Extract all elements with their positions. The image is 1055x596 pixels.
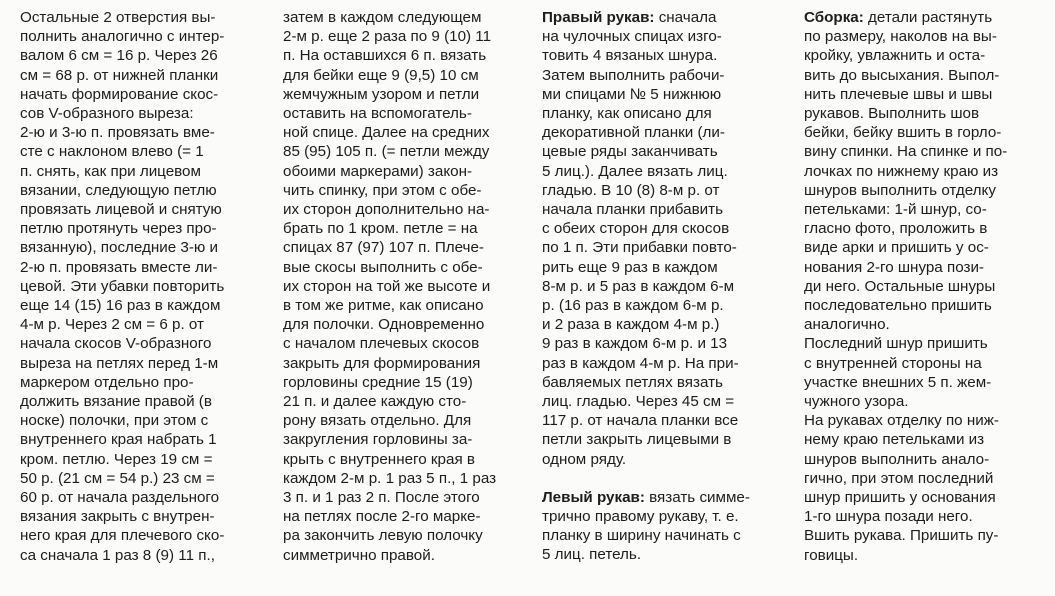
text-line: 2-ю и 3-ю п. провязать вме- — [20, 124, 215, 142]
text-line: каждом 2-м р. 1 раз 5 п., 1 раз — [283, 469, 497, 487]
text-line: 60 р. от начала раздельного — [20, 489, 220, 507]
text-line: ной спице. Далее на средних — [283, 124, 490, 142]
text-line: для бейки еще 9 (9,5) 10 см — [283, 66, 479, 84]
text-line: рону вязать отдельно. Для — [283, 412, 472, 430]
text-line — [542, 8, 798, 27]
text-line: шнур пришить у основания — [804, 489, 996, 507]
text-line: 117 р. от начала планки все — [542, 412, 739, 430]
text-line: в том же ритме, как описано — [283, 297, 484, 315]
text-line: лочках по нижнему краю из — [804, 162, 999, 180]
text-line: планку, как описано для — [542, 105, 712, 123]
text-line: цевые ряды заканчивать — [542, 143, 718, 161]
text-line: должить вязание правой (в — [20, 393, 212, 411]
text-line: вину спинки. На спинке и по- — [804, 143, 1008, 161]
text-line: начала планки прибавить — [542, 201, 724, 219]
text-line: носке) полочки, при этом с — [20, 412, 209, 430]
text-line: товить 4 вязаных шнура. — [542, 47, 718, 65]
text-line: чить спинку, при этом с обе- — [283, 181, 482, 199]
text-line: симметрично правой. — [283, 546, 435, 564]
text-line: сте с наклоном влево (= 1 — [20, 143, 204, 161]
text-line: Затем выполнить рабочи- — [542, 66, 725, 84]
text-line: для полочки. Одновременно — [283, 316, 485, 334]
text-line: трично правому рукаву, т. е. — [542, 508, 739, 526]
text-line: спицах 87 (97) 107 п. Плече- — [283, 239, 484, 257]
text-run: вязать симме- — [644, 488, 750, 506]
text-line: валом 6 см = 16 р. Через 26 — [20, 47, 218, 65]
text-line: обоими маркерами) закон- — [283, 162, 473, 180]
text-line: рукавов. Выполнить шов — [804, 105, 980, 123]
text-line: выреза на петлях перед 1-м — [20, 354, 219, 372]
text-line: 3 п. и 1 раз 2 п. После этого — [283, 489, 480, 507]
text-line: лиц. гладью. Через 45 см = — [542, 393, 735, 411]
text-column-4 — [804, 8, 1054, 565]
text-line: см = 68 р. от нижней планки — [20, 66, 219, 84]
text-line: Последний шнур пришить — [804, 335, 988, 353]
text-line: 5 лиц. петель. — [542, 546, 642, 564]
text-line: с обеих сторон для скосов — [542, 220, 730, 238]
text-line: еще 14 (15) 16 раз в каждом — [20, 297, 221, 315]
text-run: детали растянуть — [863, 9, 993, 26]
text-line: начать формирование скос- — [20, 85, 219, 103]
text-line: 5 лиц.). Далее вязать лиц. — [542, 162, 728, 180]
text-line: провязать лицевой и снятую — [20, 201, 222, 219]
text-column-1 — [20, 8, 272, 565]
section-heading-left-sleeve: Левый рукав: — [542, 488, 645, 506]
text-line: него края для плечевого ско- — [20, 527, 225, 545]
text-line: 21 п. и далее каждую сто- — [283, 393, 467, 411]
text-line: петли закрыть лицевыми в — [542, 431, 732, 449]
text-line: шнуров выполнить анало- — [804, 450, 990, 468]
text-line: рить еще 9 раз в каждом — [542, 258, 718, 276]
text-line: по 1 п. Эти прибавки повто- — [542, 239, 737, 257]
text-column-2 — [283, 8, 538, 565]
text-line: 85 (95) 105 п. (= петли между — [283, 143, 490, 161]
text-line: п. снять, как при лицевом — [20, 162, 201, 180]
text-line: вить до высыхания. Выпол- — [804, 66, 1000, 84]
text-line: полнить аналогично с интер- — [20, 28, 225, 46]
text-line: са сначала 1 раз 8 (9) 11 п., — [20, 546, 215, 564]
text-line: На рукавах отделку по ниж- — [804, 412, 999, 430]
text-line: раз в каждом 4-м р. На при- — [542, 354, 739, 372]
text-line: Вшить рукава. Пришить пу- — [804, 527, 999, 545]
text-line: аналогично. — [804, 316, 890, 334]
text-line: 8-м р. и 5 раз в каждом 6-м — [542, 277, 735, 295]
text-line — [804, 8, 1054, 27]
text-line: вязании, следующую петлю — [20, 181, 217, 199]
text-line: горловины средние 15 (19) — [283, 373, 473, 391]
text-line: маркером отдельно про- — [20, 373, 194, 391]
text-line: декоративной планки (ли- — [542, 124, 725, 142]
text-line: ра закончить левую полочку — [283, 527, 483, 545]
section-heading-assembly: Сборка: — [804, 9, 864, 26]
text-line: начала скосов V-образного — [20, 335, 212, 353]
text-line: и 2 раза в каждом 4-м р.) — [542, 316, 720, 334]
text-line: внутреннего края набрать 1 — [20, 431, 217, 449]
text-line: р. (16 раз в каждом 6-м р. — [542, 297, 724, 315]
text-line: нить плечевые швы и швы — [804, 85, 993, 103]
paragraph-gap — [542, 469, 798, 488]
text-line: бавляемых петлях вязать — [542, 373, 723, 391]
text-line: 50 р. (21 см = 54 р.) 23 см = — [20, 469, 215, 487]
text-line: вязанную), последние 3-ю и — [20, 239, 219, 257]
text-line: их сторон дополнительно на- — [283, 201, 490, 219]
text-line: одном ряду. — [542, 450, 627, 468]
text-line: кром. петлю. Через 19 см = — [20, 450, 213, 468]
text-line: затем в каждом следующем — [283, 9, 482, 26]
text-line — [542, 488, 798, 507]
text-line: 9 раз в каждом 6-м р. и 13 — [542, 335, 728, 353]
text-line: по размеру, наколов на вы- — [804, 28, 997, 46]
text-line: цевой. Эти убавки повторить — [20, 277, 225, 295]
text-line: 2-ю п. провязать вместе ли- — [20, 258, 218, 276]
text-line: закругления горловины за- — [283, 431, 473, 449]
text-line: гласно фото, проложить в — [804, 220, 988, 238]
text-line: на чулочных спицах изго- — [542, 28, 722, 46]
text-line: участке внешних 5 п. жем- — [804, 373, 992, 391]
text-line: ми спицами № 5 нижнюю — [542, 85, 722, 103]
text-line: говицы. — [804, 546, 859, 564]
text-column-3 — [542, 8, 798, 565]
text-line: вые скосы выполнить с обе- — [283, 258, 483, 276]
text-line: сов V-образного выреза: — [20, 105, 194, 123]
text-run: сначала — [654, 9, 717, 26]
text-line: оставить на вспомогатель- — [283, 105, 472, 123]
text-line: 2-м р. еще 2 раза по 9 (10) 11 — [283, 28, 492, 46]
text-line: крыть с внутреннего края в — [283, 450, 475, 468]
text-line: кройку, увлажнить и оста- — [804, 47, 986, 65]
text-line: бейки, бейку вшить в горло- — [804, 124, 1002, 142]
text-line: их сторон на той же высоте и — [283, 277, 491, 295]
text-line: закрыть для формирования — [283, 354, 481, 372]
text-line: последовательно пришить — [804, 297, 992, 315]
text-line: вязания закрыть с внутрен- — [20, 508, 215, 526]
text-line: с внутренней стороны на — [804, 354, 982, 372]
text-line: планку в ширину начинать с — [542, 527, 741, 545]
text-line: петельками: 1-й шнур, со- — [804, 201, 987, 219]
text-line: п. На оставшихся 6 п. вязать — [283, 47, 487, 65]
text-line: с началом плечевых скосов — [283, 335, 480, 353]
text-line: ди него. Остальные шнуры — [804, 277, 996, 295]
text-line: петлю протянуть через про- — [20, 220, 217, 238]
text-line: брать по 1 кром. петле = на — [283, 220, 478, 238]
text-line: 4-м р. Через 2 см = 6 р. от — [20, 316, 204, 334]
text-line: на петлях после 2-го марке- — [283, 508, 481, 526]
text-line: виде арки и пришить у ос- — [804, 239, 989, 257]
text-line: чужного узора. — [804, 393, 909, 411]
section-heading-right-sleeve: Правый рукав: — [542, 9, 655, 26]
text-line: нования 2-го шнура пози- — [804, 258, 984, 276]
text-line: жемчужным узором и петли — [283, 85, 480, 103]
text-line: нему краю петельками из — [804, 431, 985, 449]
text-line: шнуров выполнить отделку — [804, 181, 996, 199]
text-line: гично, при этом последний — [804, 469, 994, 487]
text-line: 1-го шнура позади него. — [804, 508, 973, 526]
text-line: гладью. В 10 (8) 8-м р. от — [542, 181, 720, 199]
text-line: Остальные 2 отверстия вы- — [20, 9, 216, 26]
